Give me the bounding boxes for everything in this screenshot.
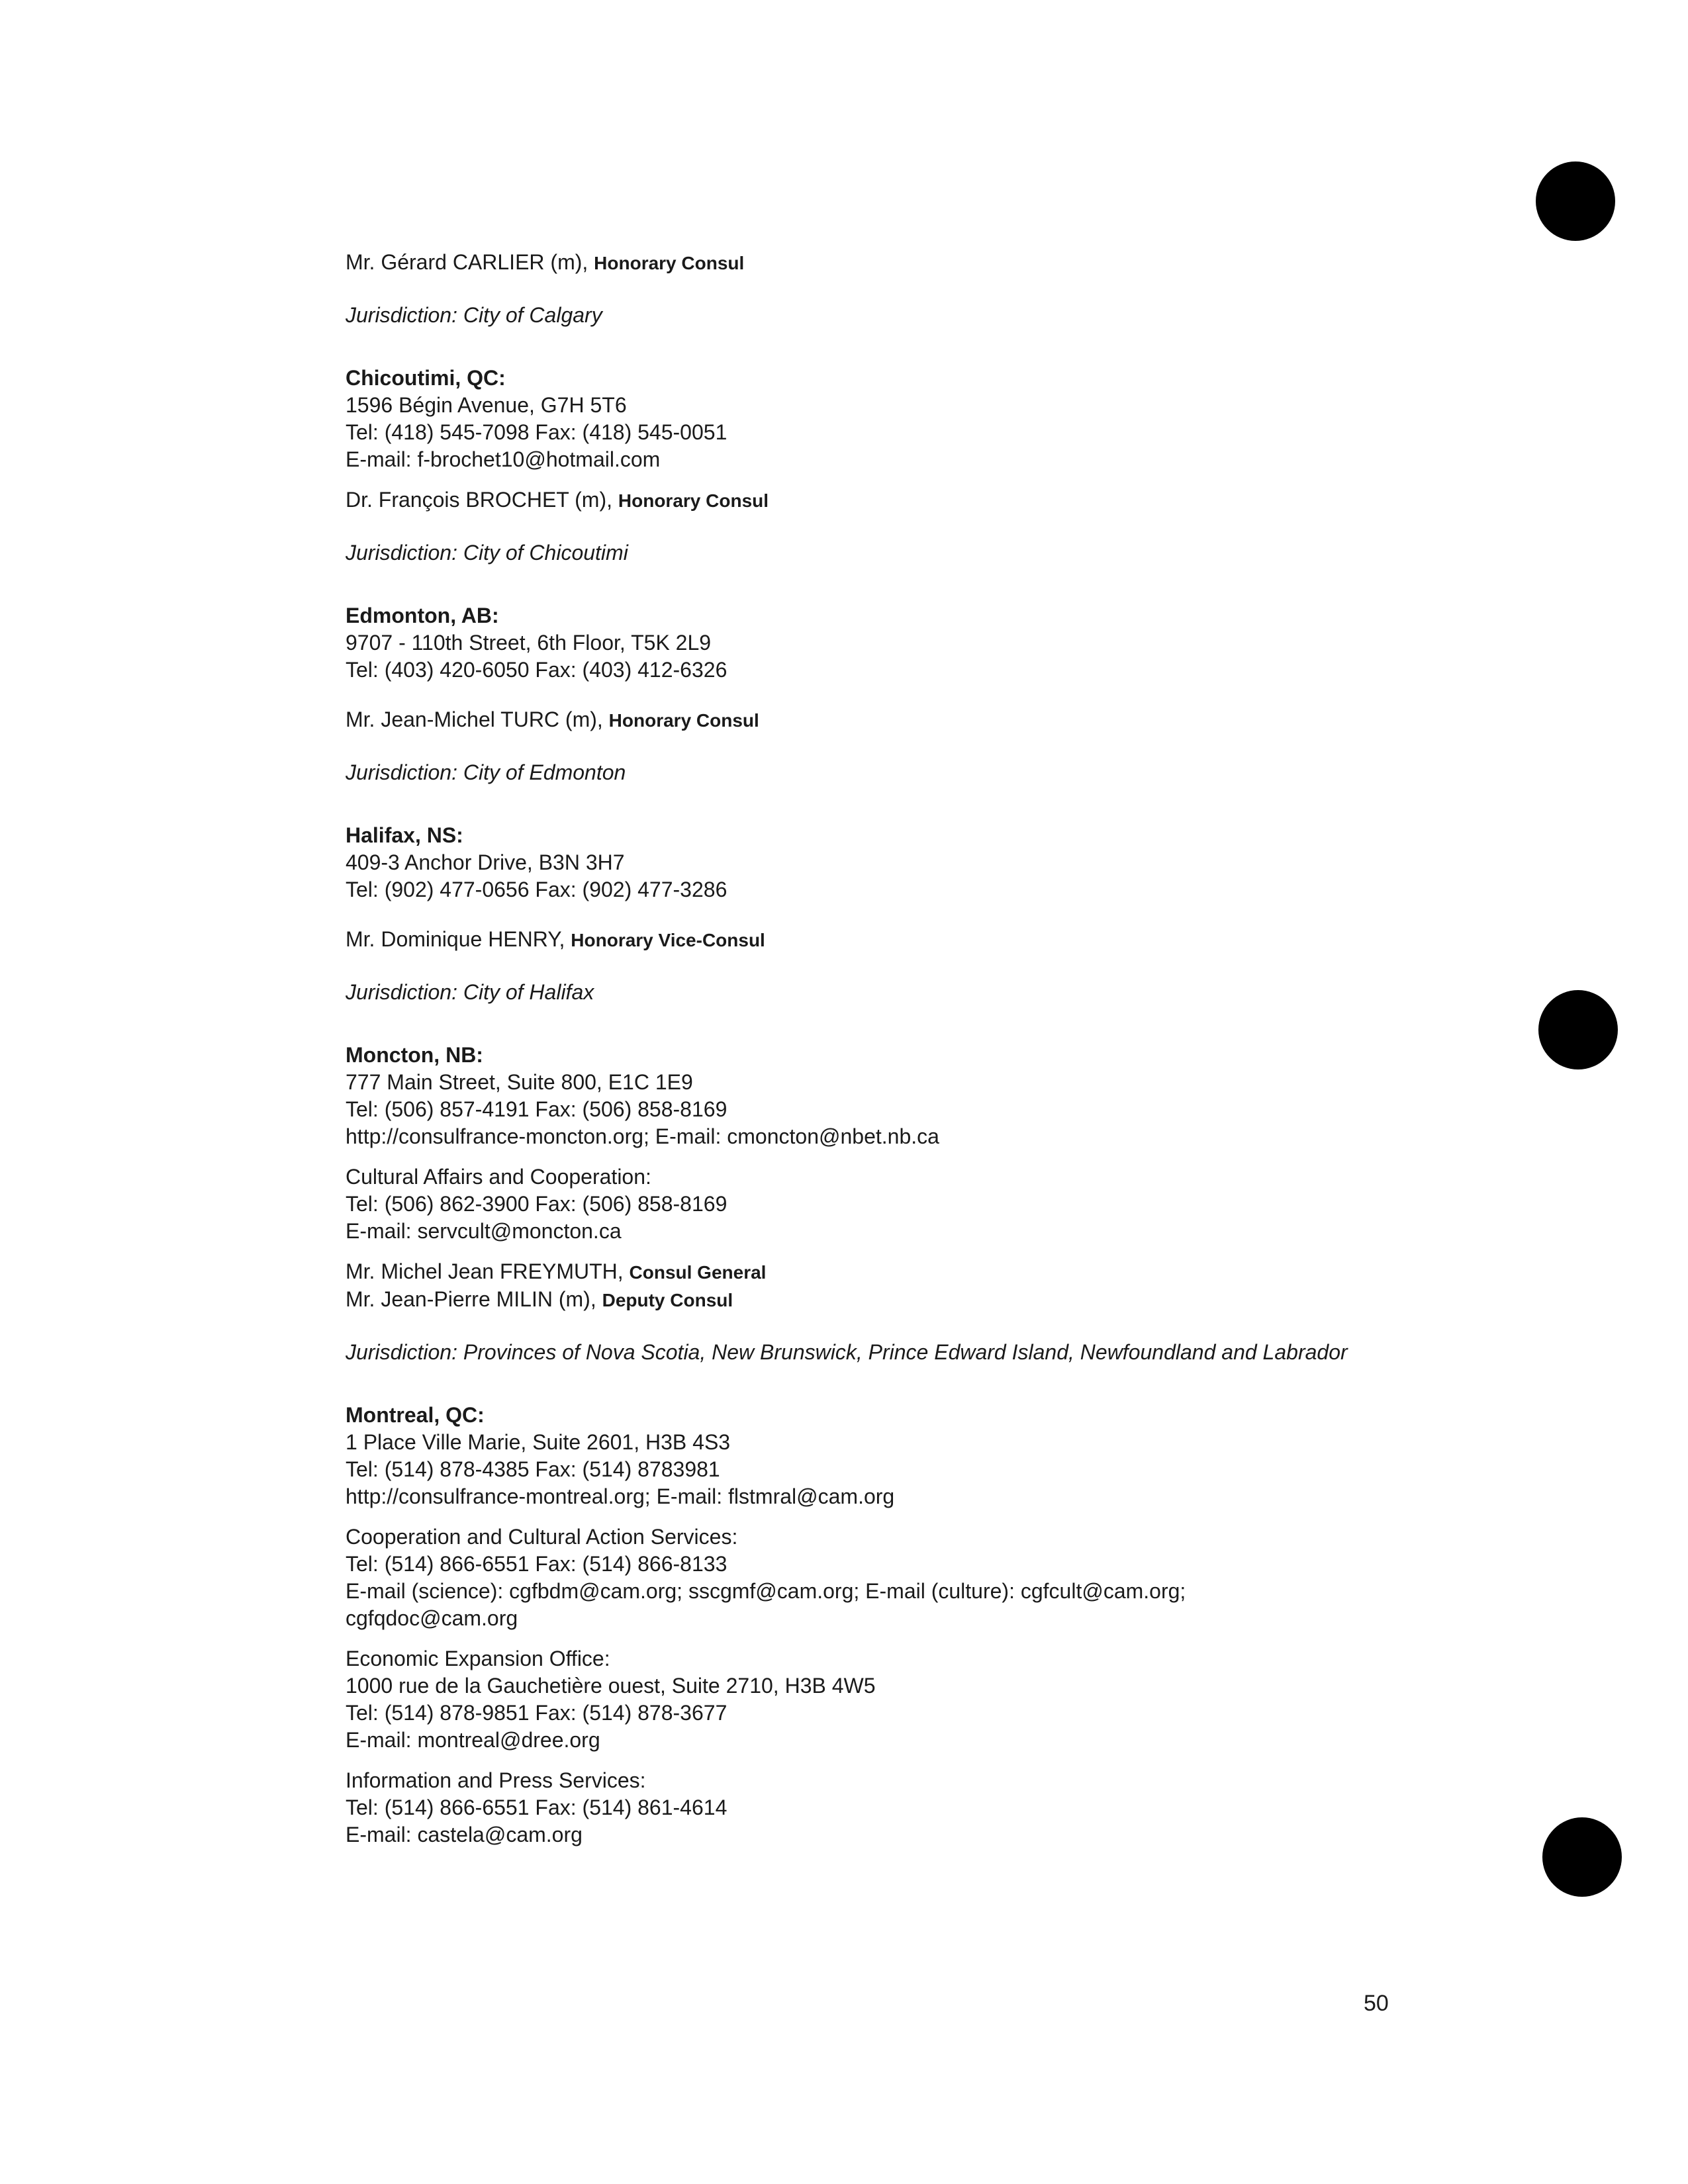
directory-entry-edmonton [346,602,1378,786]
city-heading: Montreal, QC: [346,1403,485,1427]
city-heading: Moncton, NB: [346,1043,483,1067]
phone-line: Tel: (418) 545-7098 Fax: (418) 545-0051 [346,420,727,444]
address-line: 1596 Bégin Avenue, G7H 5T6 [346,393,627,417]
directory-entry-moncton [346,1042,1378,1366]
service-paragraph [346,1645,1378,1754]
jurisdiction: Jurisdiction: City of Halifax [346,980,594,1004]
service-paragraph [346,1163,1378,1245]
address-line: 1000 rue de la Gauchetière ouest, Suite 2710, H3B 4W5 [346,1674,876,1698]
person-line [346,486,1378,514]
jurisdiction: Jurisdiction: City of Edmonton [346,760,626,784]
consulate-directory [346,249,1378,1848]
person-line [346,926,1378,954]
directory-entry-calgary [346,249,1378,329]
punch-hole-top [1536,161,1615,241]
phone-line: Tel: (902) 477-0656 Fax: (902) 477-3286 [346,878,727,901]
email-line: cgfqdoc@cam.org [346,1606,518,1630]
person-name: Mr. Jean-Michel TURC (m), [346,707,609,731]
directory-entry-montreal [346,1402,1378,1848]
service-title: Cooperation and Cultural Action Services: [346,1525,738,1549]
email-line: E-mail: f-brochet10@hotmail.com [346,447,661,471]
person-role: Consul General [629,1262,767,1283]
phone-line: Tel: (514) 866-6551 Fax: (514) 866-8133 [346,1552,727,1576]
email-line: E-mail (science): cgfbdm@cam.org; sscgmf@cam.org; E-mail (culture): cgfcult@cam.org; [346,1579,1186,1603]
person-line [346,706,1378,734]
service-title: Economic Expansion Office: [346,1647,610,1670]
email-line: E-mail: montreal@dree.org [346,1728,600,1752]
phone-line: Tel: (506) 857-4191 Fax: (506) 858-8169 [346,1097,727,1121]
website-email-line: http://consulfrance-montreal.org; E-mail: flstmral@cam.org [346,1484,895,1508]
city-heading: Halifax, NS: [346,823,463,847]
service-paragraph [346,1524,1378,1632]
jurisdiction: Jurisdiction: Provinces of Nova Scotia, New Brunswick, Prince Edward Island, Newfoundland and Labrador [346,1340,1348,1364]
phone-line: Tel: (403) 420-6050 Fax: (403) 412-6326 [346,658,727,682]
person-role: Honorary Consul [594,253,745,273]
address-line: 409-3 Anchor Drive, B3N 3H7 [346,850,625,874]
phone-line: Tel: (514) 866-6551 Fax: (514) 861-4614 [346,1796,727,1819]
person-line [346,1258,1378,1286]
address-line: 9707 - 110th Street, 6th Floor, T5K 2L9 [346,631,712,655]
person-line [346,1286,1378,1314]
jurisdiction: Jurisdiction: City of Calgary [346,303,602,327]
directory-entry-chicoutimi [346,365,1378,567]
phone-line: Tel: (514) 878-9851 Fax: (514) 878-3677 [346,1701,727,1725]
jurisdiction: Jurisdiction: City of Chicoutimi [346,541,628,565]
person-name: Dr. François BROCHET (m), [346,488,618,512]
website-email-line: http://consulfrance-moncton.org; E-mail: cmoncton@nbet.nb.ca [346,1124,939,1148]
service-title: Cultural Affairs and Cooperation: [346,1165,651,1189]
person-name: Mr. Gérard CARLIER (m), [346,250,594,274]
page-number: 50 [1364,1991,1389,2016]
email-line: E-mail: castela@cam.org [346,1823,583,1846]
phone-line: Tel: (514) 878-4385 Fax: (514) 8783981 [346,1457,720,1481]
city-heading: Edmonton, AB: [346,604,499,627]
service-title: Information and Press Services: [346,1768,646,1792]
person-name: Mr. Dominique HENRY, [346,927,571,951]
person-role: Deputy Consul [602,1290,733,1310]
person-role: Honorary Vice-Consul [571,930,765,950]
phone-line: Tel: (506) 862-3900 Fax: (506) 858-8169 [346,1192,727,1216]
person-line [346,249,1378,277]
person-role: Honorary Consul [618,490,769,511]
service-paragraph [346,1767,1378,1848]
address-line: 777 Main Street, Suite 800, E1C 1E9 [346,1070,693,1094]
city-heading: Chicoutimi, QC: [346,366,506,390]
person-name: Mr. Michel Jean FREYMUTH, [346,1259,630,1283]
person-name: Mr. Jean-Pierre MILIN (m), [346,1287,602,1311]
punch-hole-bottom [1542,1817,1622,1897]
address-line: 1 Place Ville Marie, Suite 2601, H3B 4S3 [346,1430,731,1454]
person-role: Honorary Consul [608,710,759,731]
punch-hole-middle [1538,990,1618,1069]
directory-entry-halifax [346,822,1378,1006]
email-line: E-mail: servcult@moncton.ca [346,1219,622,1243]
